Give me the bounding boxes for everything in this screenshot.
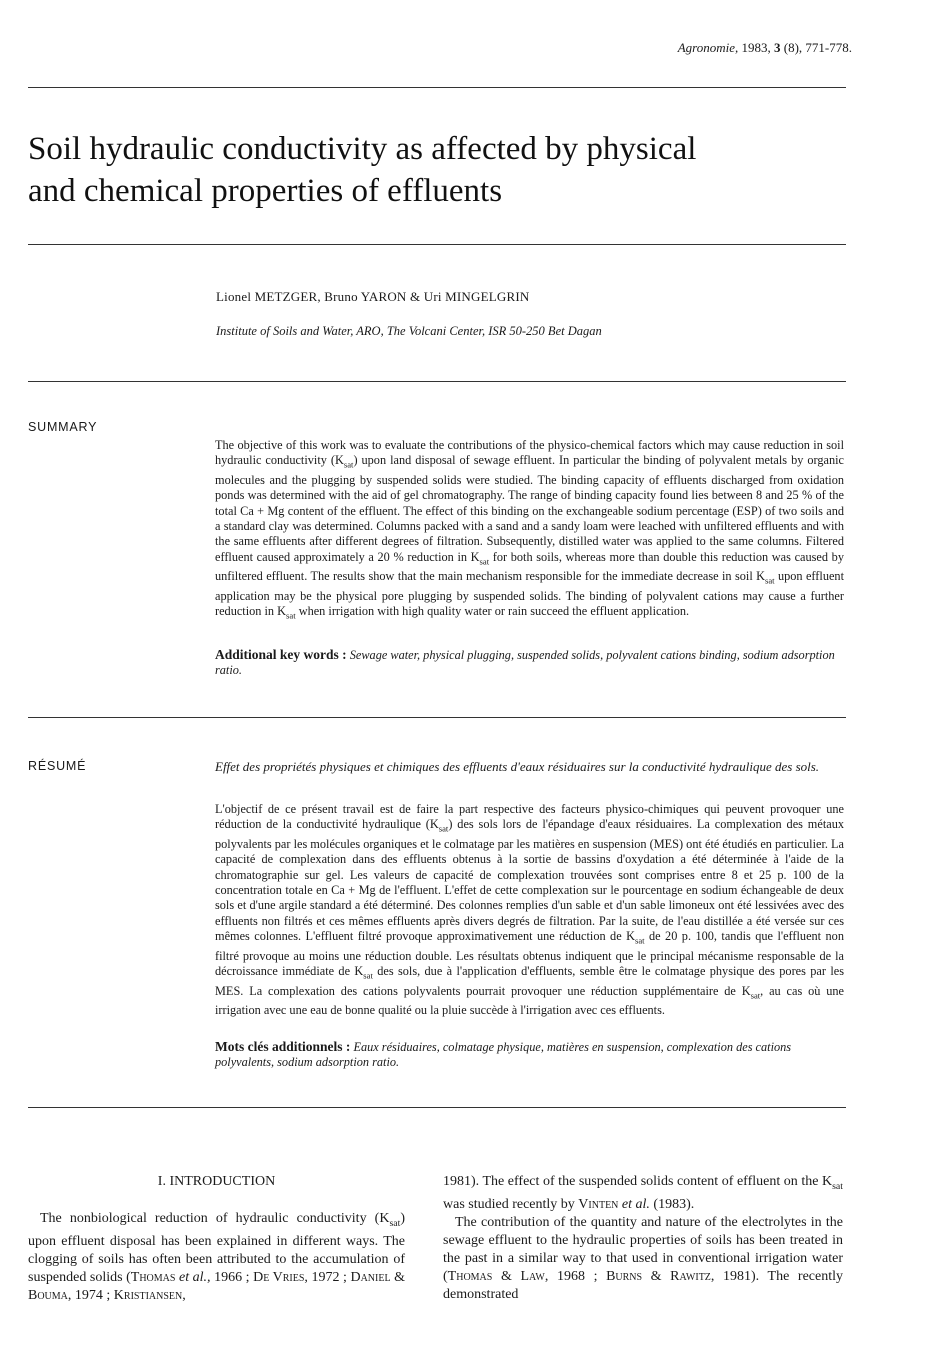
- journal-year: 1983,: [741, 40, 771, 55]
- title-rule: [28, 244, 846, 245]
- resume-kw-label: Mots clés additionnels :: [215, 1039, 351, 1054]
- resume-title: Effet des propriétés physiques et chimiques des effluents d'eaux résiduaires sur la conductivité hydraulique des sols.: [215, 759, 820, 774]
- resume-kw-text: Eaux résiduaires, colmatage physique, matières en suspension, complexation des cations polyvalents, sodium adsorption ratio.: [215, 1040, 792, 1070]
- title-line-1: Soil hydraulic conductivity as affected by physical: [28, 131, 697, 167]
- intro-paragraph-1-cont: 1981). The effect of the suspended solids content of effluent on the $K_{sat}$ was studied recently by Vinten et al. (1983).: [443, 1174, 843, 1212]
- journal-name: Agronomie,: [677, 40, 739, 55]
- affiliation: Institute of Soils and Water, ARO, The Volcani Center, ISR 50-250 Bet Dagan: [216, 324, 602, 338]
- summary-text: The objective of this work was to evaluate the contributions of the physico-chemical factors which may cause reduction in soil hydraulic conductivity $(K_{sat})$ upon land disposal of sewage effluent. In particular the binding of polyvalent metals by organic molecules and the plugging by suspended solids were studied. The binding capacity of effluents discharged from oxidation ponds was determined with the aid of gel chromatography. The range of binding capacity found lies between 8 and 25 % of the total Ca + Mg content of the effluent. The effect of this binding on the exchangeable sodium percentage (ESP) of two soils and a standard clay was determined. Columns packed with a sand and a sandy loam were leached with unfiltered effluents and with the same effluents after different degrees of filtration. Subsequently, distilled water was applied to the same columns. Filtered effluent caused approximately a 20 % reduction in $K_{sat}$ for both soils, whereas more than double this reduction was caused by unfiltered effluent. The results show that the main mechanism responsible for the immediate decrease in soil $K_{sat}$ upon effluent application may be the physical pore plugging by suspended solids. The binding of polyvalent cations may cause a further reduction in $K_{sat}$ when irrigation with high quality water or rain succeed the effluent application.: [215, 438, 844, 621]
- kw-label: Additional key words :: [215, 647, 347, 662]
- title-line-2: and chemical properties of effluents: [28, 173, 503, 209]
- journal-citation: [678, 40, 852, 56]
- page-title: [28, 128, 888, 212]
- intro-paragraph-2: The contribution of the quantity and nature of the electrolytes in the sewage effluent to the hydraulic properties of soils has been treated in the past in a similar way to that used in conventional irrigation water (Thomas & Law, 1968 ; Burns & Rawitz, 1981). The recently demonstrated: [443, 1214, 843, 1302]
- summary-label: SUMMARY: [28, 420, 98, 434]
- summary-rule: [28, 717, 846, 718]
- affil-rule: [28, 381, 846, 382]
- summary-keywords: [215, 647, 844, 679]
- journal-pages: (8), 771-778.: [783, 40, 852, 55]
- intro-right-column: [443, 1173, 843, 1304]
- kw-text: Sewage water, physical plugging, suspended solids, polyvalent cations binding, sodium adsorption ratio.: [215, 648, 835, 678]
- intro-paragraph-1: The nonbiological reduction of hydraulic conductivity $(K_{sat})$ upon effluent disposal has been explained in different ways. The clogging of soils has often been attributed to the accumulation of suspended solids (Thomas et al., 1966 ; De Vries, 1972 ; Daniel & Bouma, 1974 ; Kristiansen,: [28, 1211, 406, 1303]
- top-rule: [28, 87, 846, 88]
- resume-label: RÉSUMÉ: [28, 759, 87, 773]
- intro-left-column: [28, 1210, 405, 1305]
- introduction-heading: I. INTRODUCTION: [157, 1174, 276, 1189]
- journal-volume: 3: [774, 40, 781, 55]
- resume-text: L'objectif de ce présent travail est de faire la part respective des facteurs physico-chimiques qui peuvent provoquer une réduction de la conductivité hydraulique $(K_{sat})$ des sols lors de l'épandage d'eaux résiduaires. La complexation des métaux polyvalents par les molécules organiques et le colmatage par les matières en suspension (MES) ont été étudiés en particulier. La capacité de complexation dans des effluents obtenus à la sortie de bassins d'oxydation a été déterminée à l'aide de la chromatographie sur gel. Les valeurs de capacité de complexation trouvées sont comprises entre 8 et 25 p. 100 de la concentration totale en Ca + Mg de l'effluent. L'effet de cette complexation sur le pourcentage en sodium échangeable de deux sols et d'une argile standard a été déterminé. Des colonnes remplies d'un sable et d'un sable limoneux ont été lessivées avec des effluents non filtrés et ces mêmes effluents après divers degrés de filtration. Par la suite, de l'eau distillée a été versée sur ces mêmes colonnes. L'effluent filtré provoque approximativement une réduction de $K_{sat}$ de 20 p. 100, tandis que l'effluent non filtré provoque au moins une réduction double. Les résultats obtenus indiquent que le principal mécanisme responsable de la décroissance immédiate de $K_{sat}$ des sols, due à l'application d'effluents, semble être le colmatage physique des pores par les MES. La complexation des cations polyvalents pourrait provoquer une réduction supplémentaire de $K_{sat}$, au cas où une irrigation avec une eau de bonne qualité ou la pluie succède à l'irrigation avec ces effluents.: [215, 802, 845, 1018]
- authors: Lionel METZGER, Bruno YARON & Uri MINGELGRIN: [216, 289, 530, 304]
- resume-rule: [28, 1107, 846, 1108]
- resume-keywords: [215, 1039, 844, 1071]
